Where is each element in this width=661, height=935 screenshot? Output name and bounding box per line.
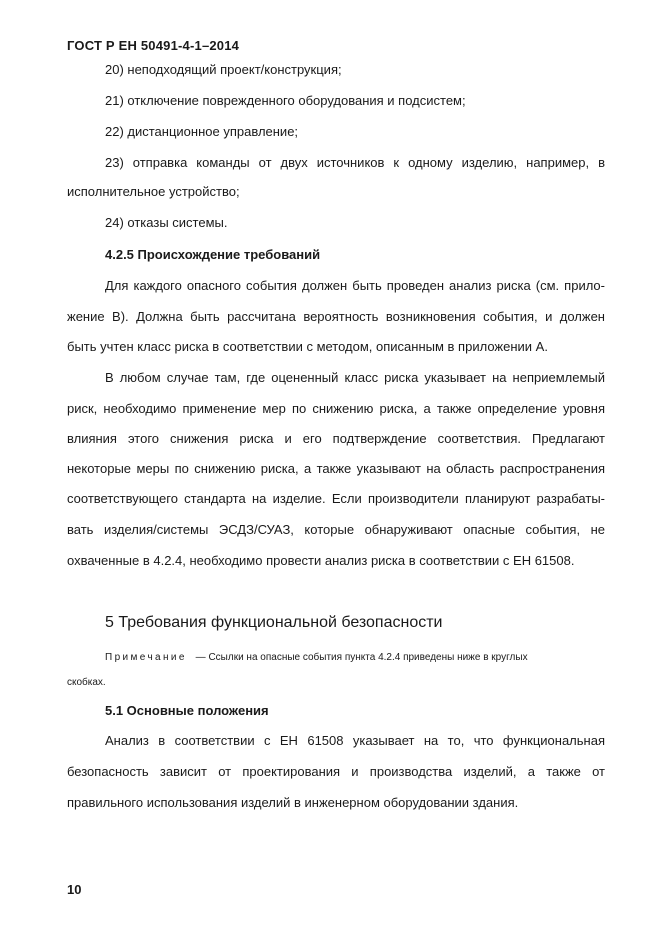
- paragraph-line: жение В). Должна быть рассчитана вероятность возникновения события, и должен: [67, 309, 605, 324]
- document-header: ГОСТ Р ЕН 50491-4-1–2014: [67, 38, 240, 53]
- paragraph-line: риск, необходимо применение мер по снижению риска, а также определение уровня: [67, 401, 605, 416]
- list-item-23-continuation: исполнительное устройство;: [67, 184, 240, 199]
- paragraph-line: Для каждого опасного события должен быть проведен анализ риска (см. прило-: [105, 278, 605, 293]
- subsection-title-5-1: 5.1 Основные положения: [105, 703, 269, 718]
- list-item-20: 20) неподходящий проект/конструкция;: [105, 62, 342, 77]
- paragraph-line: Анализ в соответствии с ЕН 61508 указывает на то, что функциональная: [105, 733, 605, 748]
- paragraph-line: некоторые меры по снижению риска, а также указывают на область распространения: [67, 461, 605, 476]
- note-label: Примечание: [105, 652, 187, 663]
- paragraph-line: влияния этого снижения риска и его подтверждение соответствия. Предлагают: [67, 431, 605, 446]
- list-item-24: 24) отказы системы.: [105, 215, 228, 230]
- page-number: 10: [67, 882, 82, 897]
- note-continuation: скобках.: [67, 677, 106, 688]
- paragraph-line: вать изделия/системы ЭСДЗ/СУАЗ, которые обнаруживают опасные события, не: [67, 522, 605, 537]
- paragraph-line: соответствующего стандарта на изделие. Если производители планируют разрабаты-: [67, 491, 605, 506]
- paragraph-line: безопасность зависит от проектирования и производства изделий, а также от: [67, 764, 605, 779]
- paragraph-line: охваченные в 4.2.4, необходимо провести анализ риска в соответствии с ЕН 61508.: [67, 553, 575, 568]
- list-item-21: 21) отключение поврежденного оборудования и подсистем;: [105, 93, 466, 108]
- note-text: — Ссылки на опасные события пункта 4.2.4 приведены ниже в круглых: [195, 652, 528, 663]
- paragraph-line: В любом случае там, где оцененный класс риска указывает на неприемлемый: [105, 370, 605, 385]
- subsection-title-4-2-5: 4.2.5 Происхождение требований: [105, 247, 321, 262]
- paragraph-line: быть учтен класс риска в соответствии с методом, описанным в приложении А.: [67, 339, 548, 354]
- list-item-22: 22) дистанционное управление;: [105, 124, 299, 139]
- section-title-5: 5 Требования функциональной безопасности: [105, 614, 443, 631]
- list-item-23: 23) отправка команды от двух источников к одному изделию, например, в: [105, 155, 605, 170]
- paragraph-line: правильного использования изделий в инженерном оборудовании здания.: [67, 795, 519, 810]
- note: [105, 652, 605, 664]
